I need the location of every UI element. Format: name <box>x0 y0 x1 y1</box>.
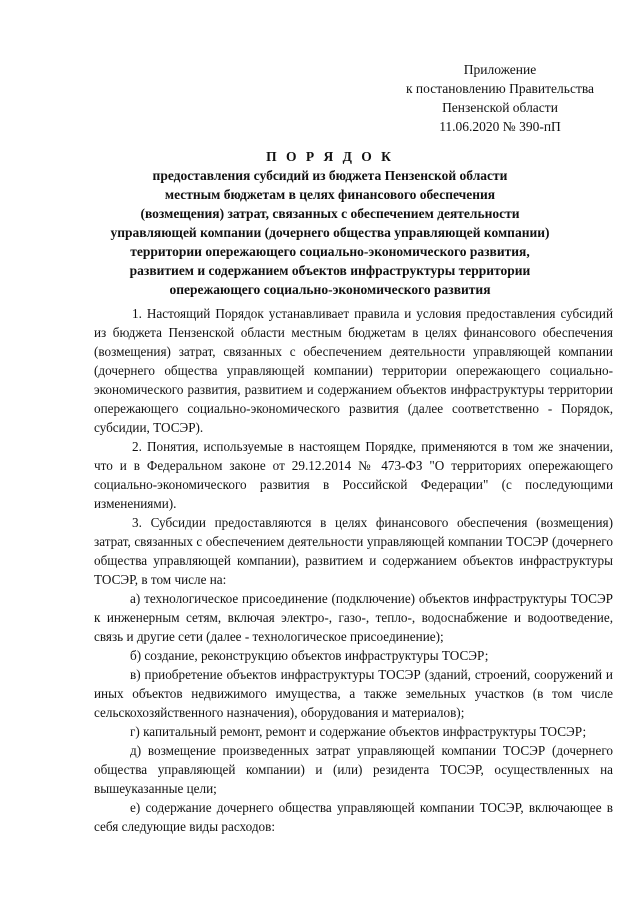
appendix-line: к постановлению Правительства <box>405 81 595 96</box>
appendix-date-number: 11.06.2020 № 390-пП <box>439 119 561 134</box>
title-line: развитием и содержанием объектов инфраструктуры территории <box>129 263 531 278</box>
subparagraph-v: в) приобретение объектов инфраструктуры ТОСЭР (зданий, строений, сооружений и иных объектов недвижимого имущества, а также земельных участков (в том числе сельскохозяйственного назначения), оборудования и материалов); <box>94 667 613 720</box>
title-line: предоставления субсидий из бюджета Пензенской области <box>152 168 508 183</box>
subparagraph-d: д) возмещение произведенных затрат управляющей компании ТОСЭР (дочернего общества управляющей компании) и (или) резидента ТОСЭР, осуществленных на вышеуказанные цели; <box>94 743 613 796</box>
paragraph-1: 1. Настоящий Порядок устанавливает правила и условия предоставления субсидий из бюджета Пензенской области местным бюджетам в целях финансового обеспечения (возмещения) затрат, связанных с обеспечением деятельности управляющей компании (дочернего общества управляющей компании) территории опережающего социально-экономического развития, развитием и содержанием объектов инфраструктуры территории опережающего социально-экономического развития (далее соответственно - Порядок, субсидии, ТОСЭР). <box>94 306 613 435</box>
subparagraph-b: б) создание, реконструкцию объектов инфраструктуры ТОСЭР; <box>130 648 489 663</box>
title-line: местным бюджетам в целях финансового обеспечения <box>164 187 496 202</box>
title-line: (возмещения) затрат, связанных с обеспечением деятельности <box>140 206 520 221</box>
appendix-line: Приложение <box>463 62 537 77</box>
paragraph-2: 2. Понятия, используемые в настоящем Порядке, применяются в том же значении, что и в Федеральном законе от 29.12.2014 № 473-ФЗ "О территориях опережающего социально-экономического развития в Российской Федерации" (с последующими изменениями). <box>94 439 613 511</box>
document-title <box>60 147 600 299</box>
appendix-line: Пензенской области <box>442 100 558 115</box>
subparagraph-a: а) технологическое присоединение (подключение) объектов инфраструктуры ТОСЭР к инженерным сетям, включая электро-, газо-, тепло-, водоснабжение и водоотведение, связь и другие сети (далее - технологическое присоединение); <box>94 591 613 644</box>
subparagraph-g: г) капитальный ремонт, ремонт и содержание объектов инфраструктуры ТОСЭР; <box>130 724 587 739</box>
paragraph-3: 3. Субсидии предоставляются в целях финансового обеспечения (возмещения) затрат, связанных с обеспечением деятельности управляющей компании ТОСЭР (дочернего общества управляющей компании), развитием и содержанием объектов инфраструктуры ТОСЭР, в том числе на: <box>94 515 613 587</box>
appendix-block <box>380 60 620 136</box>
subparagraph-e: е) содержание дочернего общества управляющей компании ТОСЭР, включающее в себя следующие виды расходов: <box>94 800 613 834</box>
title-line: опережающего социально-экономического развития <box>169 282 491 297</box>
title-line: территории опережающего социально-экономического развития, <box>130 244 530 259</box>
title-heading: П О Р Я Д О К <box>266 149 394 164</box>
title-line: управляющей компании (дочернего общества управляющей компании) <box>110 225 550 240</box>
document-body <box>94 304 613 836</box>
